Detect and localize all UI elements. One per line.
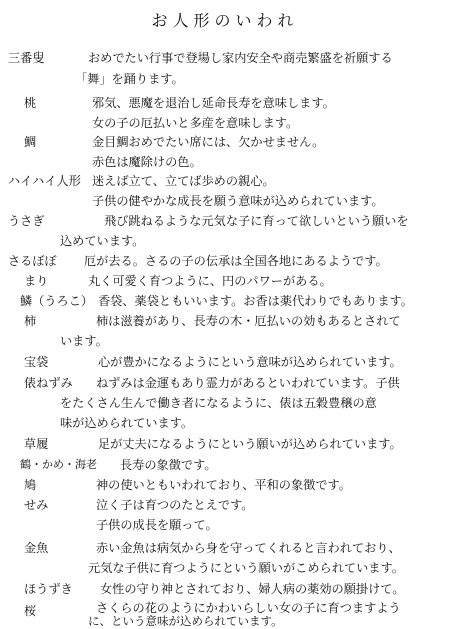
description-line: に、という意味が込められています。 <box>88 614 283 628</box>
term-sanbaso: 三番叟 <box>8 51 45 65</box>
term-uroko: 鱗（うろこ） <box>20 294 94 308</box>
description-line: 泣く子は育つのたとえです。 <box>96 498 254 512</box>
description-line: 邪気、悪魔を退治し延命長寿を意味します。 <box>92 96 335 110</box>
description-line: 厄が去る。さるの子の伝承は全国各地にあるようです。 <box>84 254 388 268</box>
description-line: ねずみは金運もあり霊力があるといわれています。子供 <box>96 376 400 390</box>
term-zori: 草履 <box>24 437 49 451</box>
description-line: 迷えば立て、立てば歩めの親心。 <box>92 174 275 188</box>
term-kaki: 柿 <box>24 314 37 328</box>
page-title: お人形のいわれ <box>151 11 299 30</box>
description-line: います。 <box>60 334 108 348</box>
description-line: 女の子の厄払いと多産を意味します。 <box>92 116 299 130</box>
description-line: 赤色は魔除けの色。 <box>92 155 202 169</box>
description-line: 「舞」を踊ります。 <box>75 72 184 86</box>
term-sakura: 桜 <box>24 604 37 618</box>
description-line: 込めています。 <box>60 234 145 248</box>
description-line: おめでたい行事で登場し家内安全や商売繁盛を祈願する <box>88 51 393 65</box>
term-tai: 鯛 <box>24 135 37 149</box>
description-line: 足が丈夫になるようにという願いが込められています。 <box>98 437 402 451</box>
description-line: 元気な子供に育つようにという願いがこめられています。 <box>88 561 404 575</box>
description-line: をたくさん生んで働き者になるように、俵は五穀豊穣の意 <box>60 396 377 410</box>
description-line: 心が豊かになるようにという意味が込められています。 <box>98 355 402 369</box>
term-hozuki: ほうずき <box>24 582 73 596</box>
description-line: 赤い金魚は病気から身を守ってくれると言われており、 <box>96 541 401 555</box>
term-momo: 桃 <box>24 96 37 110</box>
term-tsuru-kame-ebi: 鶴・かめ・海老 <box>20 458 97 471</box>
term-hato: 鳩 <box>24 478 37 492</box>
description-line: 女性の守り神とされており、婦人病の薬効の願掛けて。 <box>100 582 405 596</box>
description-line: 子供の健やかな成長を願う意味が込められています。 <box>92 194 384 208</box>
description-line: 神の使いともいわれており、平和の象徴です。 <box>96 478 351 492</box>
description-line: 子供の成長を願って。 <box>96 518 218 532</box>
term-saruboo: さるぼぼ <box>8 254 57 268</box>
description-line: 飛び跳ねるような元気な子に育って欲しいという願いを <box>104 214 409 228</box>
description-line: 柿は滋養があり、長寿の木・厄払いの効もあるとされて <box>96 314 401 328</box>
term-semi: せみ <box>24 498 49 512</box>
term-takarabukuro: 宝袋 <box>24 355 49 369</box>
description-line: 金目鯛おめでたい席には、欠かせません。 <box>92 135 325 149</box>
description-line: 香袋、薬袋ともいいます。お香は薬代わりでもあります。 <box>98 294 413 308</box>
description-line: 味が込められています。 <box>60 416 194 430</box>
term-tawara-nezumi: 俵ねずみ <box>24 376 73 390</box>
term-haihai-ningyo: ハイハイ人形 <box>8 174 81 188</box>
term-mari: まり <box>24 274 49 288</box>
term-kingyo: 金魚 <box>24 541 49 555</box>
description-line: 長寿の象徴です。 <box>120 458 217 472</box>
description-line: 丸く可愛く育つように、円のパワーがある。 <box>88 274 332 288</box>
description-line: さくらの花のようにかわいらしい女の子に育つますよう <box>96 601 401 615</box>
term-usagi: うさぎ <box>8 214 45 228</box>
